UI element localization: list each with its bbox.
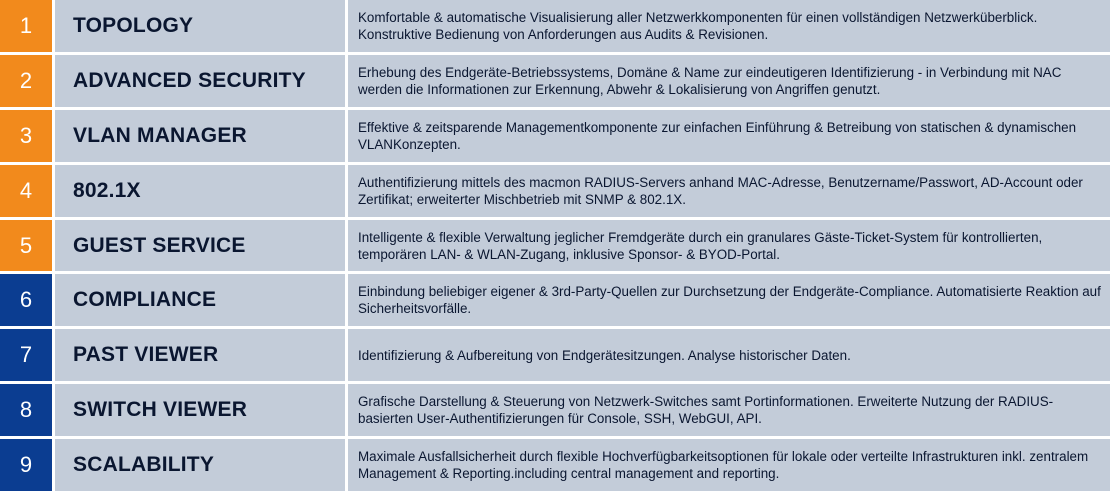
feature-row-topology [0, 0, 1110, 52]
feature-description: Intelligente & flexible Verwaltung jeglicher Fremdgeräte durch ein granulares Gäste-Ticket-System für kontrollierten, temporären LAN- & WLAN-Zugang, inklusive Sponsor- & BYOD-Portal. [348, 220, 1110, 272]
feature-title: SWITCH VIEWER [55, 384, 345, 436]
feature-title: SCALABILITY [55, 439, 345, 491]
feature-row-compliance [0, 274, 1110, 326]
row-number-badge: 4 [0, 165, 52, 217]
feature-description: Effektive & zeitsparende Managementkomponente zur einfachen Einführung & Betreibung von statischen & dynamischen VLANKonzepten. [348, 110, 1110, 162]
feature-description: Authentifizierung mittels des macmon RADIUS-Servers anhand MAC-Adresse, Benutzername/Passwort, AD-Account oder Zertifikat; erweiterter Mischbetrieb mit SNMP & 802.1X. [348, 165, 1110, 217]
feature-row-past-viewer [0, 329, 1110, 381]
feature-title: 802.1X [55, 165, 345, 217]
feature-title: VLAN MANAGER [55, 110, 345, 162]
row-number-badge: 7 [0, 329, 52, 381]
feature-title: ADVANCED SECURITY [55, 55, 345, 107]
row-number-badge: 5 [0, 220, 52, 272]
feature-title: TOPOLOGY [55, 0, 345, 52]
feature-description: Komfortable & automatische Visualisierung aller Netzwerkkomponenten für einen vollständigen Netzwerküberblick. Konstruktive Bedienung von Anforderungen aus Audits & Revisionen. [348, 0, 1110, 52]
feature-description: Identifizierung & Aufbereitung von Endgerätesitzungen. Analyse historischer Daten. [348, 329, 1110, 381]
row-number-badge: 6 [0, 274, 52, 326]
feature-description: Grafische Darstellung & Steuerung von Netzwerk-Switches samt Portinformationen. Erweiterte Nutzung der RADIUS-basierten User-Authentifizierungen für Console, SSH, WebGUI, API. [348, 384, 1110, 436]
feature-row-switch-viewer [0, 384, 1110, 436]
feature-title: GUEST SERVICE [55, 220, 345, 272]
feature-title: PAST VIEWER [55, 329, 345, 381]
row-number-badge: 3 [0, 110, 52, 162]
feature-title: COMPLIANCE [55, 274, 345, 326]
feature-row-advanced-security [0, 55, 1110, 107]
row-number-badge: 1 [0, 0, 52, 52]
row-number-badge: 9 [0, 439, 52, 491]
row-number-badge: 8 [0, 384, 52, 436]
feature-row-8021x [0, 165, 1110, 217]
feature-row-guest-service [0, 220, 1110, 272]
feature-description: Maximale Ausfallsicherheit durch flexible Hochverfügbarkeitsoptionen für lokale oder verteilte Infrastrukturen inkl. zentralem Management & Reporting.including central management and reporting. [348, 439, 1110, 491]
feature-row-scalability [0, 439, 1110, 491]
feature-description: Einbindung beliebiger eigener & 3rd-Party-Quellen zur Durchsetzung der Endgeräte-Compliance. Automatisierte Reaktion auf Sicherheitsvorfälle. [348, 274, 1110, 326]
feature-description: Erhebung des Endgeräte-Betriebssystems, Domäne & Name zur eindeutigeren Identifizierung - in Verbindung mit NAC werden die Informationen zur Erkennung, Abwehr & Lokalisierung von Angriffen genutzt. [348, 55, 1110, 107]
row-number-badge: 2 [0, 55, 52, 107]
feature-row-vlan-manager [0, 110, 1110, 162]
